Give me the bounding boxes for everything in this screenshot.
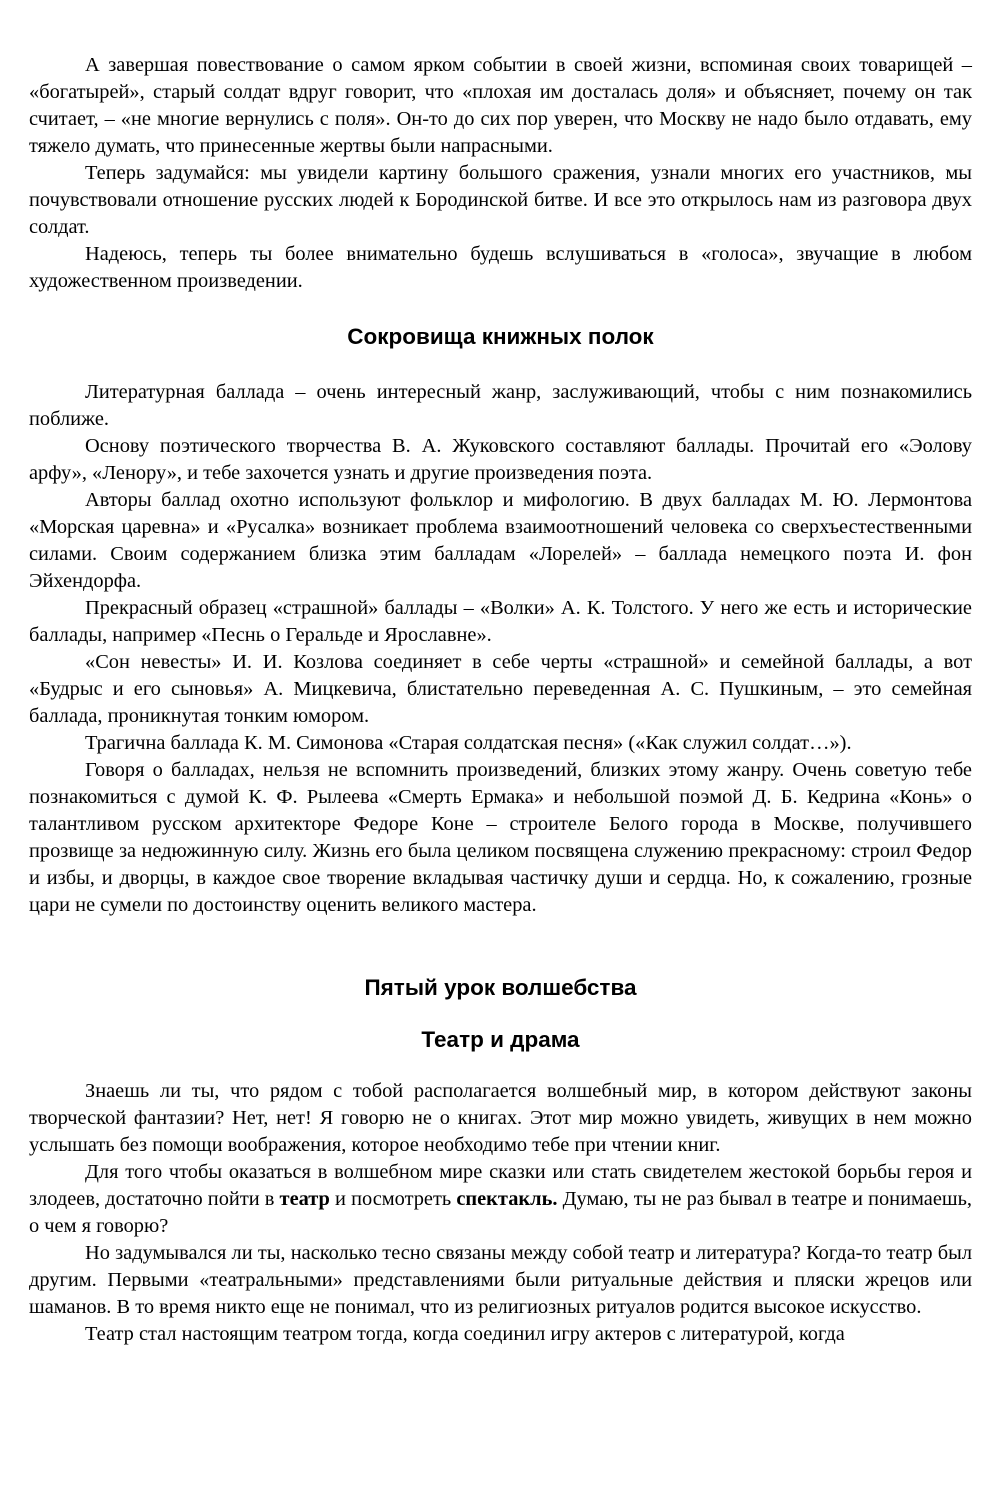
- text-run: Думаю, ты не раз бывал в театре и понимаешь, о чем я говорю?: [29, 1188, 972, 1237]
- paragraph: Основу поэтического творчества В. А. Жуковского составляют баллады. Прочитай его «Эолову арфу», «Ленору», и тебе захочется узнать и другие произведения поэта.: [29, 435, 972, 484]
- section-heading: Театр и драма: [421, 1027, 580, 1052]
- paragraph: Театр стал настоящим театром тогда, когда соединил игру актеров с литературой, когда: [85, 1323, 845, 1345]
- chapter-heading: Пятый урок волшебства: [364, 975, 637, 1000]
- paragraph: Теперь задумайся: мы увидели картину большого сражения, узнали многих его участников, мы почувствовали отношение русских людей к Бородинской битве. И все это открылось нам из разговора двух солдат.: [29, 162, 972, 238]
- paragraph: «Сон невесты» И. И. Козлова соединяет в себе черты «страшной» и семейной баллады, а вот «Будрыс и его сыновья» А. Мицкевича, блистательно переведенная А. С. Пушкиным, – это семейная баллада, проникнутая тонким юмором.: [29, 651, 972, 727]
- paragraph: А завершая повествование о самом ярком событии в своей жизни, вспоминая своих товарищей – «богатырей», старый солдат вдруг говорит, что «плохая им досталась доля» и объясняет, почему он так считает, – «не многие вернулись с поля». Он-то до сих пор уверен, что Москву не надо было отдавать, ему тяжело думать, что принесенные жертвы были напрасными.: [29, 54, 972, 157]
- paragraph: Но задумывался ли ты, насколько тесно связаны между собой театр и литература? Когда-то театр был другим. Первыми «театральными» представлениями были ритуальные действия и пляски жрецов или шаманов. В то время никто еще не понимал, что из религиозных ритуалов родится высокое искусство.: [29, 1242, 972, 1318]
- section-heading: Сокровища книжных полок: [347, 324, 654, 349]
- paragraph: Литературная баллада – очень интересный жанр, заслуживающий, чтобы с ним познакомились поближе.: [29, 381, 972, 430]
- bold-term-performance: спектакль.: [456, 1188, 558, 1210]
- paragraph: Знаешь ли ты, что рядом с тобой располагается волшебный мир, в котором действуют законы творческой фантазии? Нет, нет! Я говорю не о книгах. Этот мир можно увидеть, живущих в нем можно услышать без помощи воображения, которое необходимо тебе при чтении книг.: [29, 1080, 972, 1156]
- paragraph: Говоря о балладах, нельзя не вспомнить произведений, близких этому жанру. Очень советую тебе познакомиться с думой К. Ф. Рылеева «Смерть Ермака» и небольшой поэмой Д. Б. Кедрина «Конь» о талантливом русском архитекторе Федоре Коне – строителе Белого города в Москве, получившего прозвище за недюжинную силу. Жизнь его была целиком посвящена служению прекрасному: строил Федор и избы, и дворцы, в каждое свое творение вкладывая частичку души и сердца. Но, к сожалению, грозные цари не сумели по достоинству оценить великого мастера.: [29, 759, 972, 916]
- paragraph: Авторы баллад охотно используют фольклор и мифологию. В двух балладах М. Ю. Лермонтова «Морская царевна» и «Русалка» возникает проблема взаимоотношений человека со сверхъестественными силами. Своим содержанием близка этим балладам «Лорелей» – баллада немецкого поэта И. фон Эйхендорфа.: [29, 489, 972, 592]
- bold-term-theatre: театр: [279, 1188, 330, 1210]
- paragraph: Надеюсь, теперь ты более внимательно будешь вслушиваться в «голоса», звучащие в любом художественном произведении.: [29, 243, 972, 292]
- document-page: [29, 52, 972, 1348]
- paragraph: Трагична баллада К. М. Симонова «Старая солдатская песня» («Как служил солдат…»).: [85, 732, 852, 754]
- paragraph: Прекрасный образец «страшной» баллады – «Волки» А. К. Толстого. У него же есть и исторические баллады, например «Песнь о Геральде и Ярославне».: [29, 597, 972, 646]
- text-run: и посмотреть: [329, 1188, 457, 1210]
- paragraph: [29, 1159, 972, 1240]
- text-run: Для того чтобы оказаться в волшебном мире сказки или стать свидетелем жестокой борьбы героя и злодеев, достаточно пойти в: [29, 1161, 972, 1210]
